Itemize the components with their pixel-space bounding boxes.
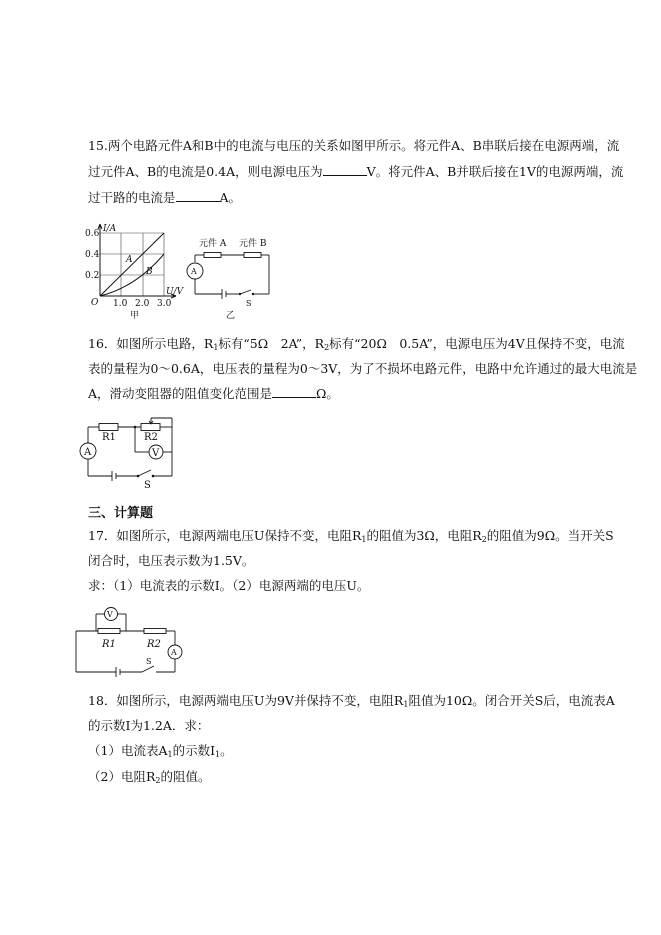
q16-text: 标有“5Ω 2A”，R — [218, 336, 325, 351]
circuit-caption: 乙 — [226, 311, 236, 321]
section-title: 三、计算题 — [88, 506, 154, 521]
q15-line-2 — [88, 164, 623, 180]
voltmeter-label: V — [107, 610, 113, 619]
q16-line-1 — [88, 336, 625, 356]
ammeter-label: A — [191, 267, 197, 276]
q16-text: Ω。 — [316, 386, 339, 401]
q16-text: 标有“20Ω 0.5A”，电源电压为4V且保持不变，电流 — [329, 336, 625, 351]
q15-line-1: 15.两个电路元件A和B中的电流与电压的关系如图甲所示。将元件A、B串联后接在电源两端，流 — [88, 138, 620, 153]
q15-text: V。将元件A、B并联后接在1V的电源两端，流 — [366, 164, 624, 179]
answer-blank[interactable] — [323, 164, 367, 176]
graph-y-tick: 0.2 — [85, 271, 100, 281]
subscript: 2 — [324, 343, 330, 352]
q15-text: 过干路的电流是 — [88, 190, 176, 205]
q16-circuit — [76, 418, 186, 490]
subscript: 2 — [481, 535, 487, 544]
switch-label: S — [144, 480, 151, 491]
graph-x-tick: 3.0 — [157, 299, 172, 309]
voltmeter-label: V — [152, 448, 160, 459]
element-b-label: 元件 B — [239, 239, 267, 249]
q15-text: 过元件A、B的电流是0.4A，则电源电压为 — [88, 164, 323, 179]
q17-text: 的阻值为9Ω。当开关S — [486, 528, 614, 543]
ammeter-label: A — [171, 648, 177, 657]
subscript: 1 — [167, 750, 173, 759]
graph-x-label: U/V — [166, 287, 184, 297]
q18-line-1 — [88, 693, 615, 713]
q15-iv-graph — [86, 222, 196, 324]
graph-y-label: I/A — [103, 224, 117, 234]
switch-label: S — [246, 299, 252, 308]
q18-line-2: 的示数I为1.2A．求： — [88, 718, 210, 733]
r2-label: R2 — [144, 432, 158, 443]
q18-text: 的阻值。 — [160, 769, 211, 784]
q18-text: 的示数I — [172, 743, 216, 758]
subscript: 1 — [403, 700, 409, 709]
q16-text: A，滑动变阻器的阻值变化范围是 — [88, 386, 273, 401]
graph-origin: O — [91, 298, 99, 308]
r1-label: R1 — [102, 432, 116, 443]
q17-line-2: 闭合时，电压表示数为1.5V。 — [88, 553, 255, 568]
graph-caption: 甲 — [130, 311, 140, 321]
q18-line-3 — [88, 743, 233, 763]
subscript: 2 — [155, 776, 161, 785]
subscript: 1 — [213, 343, 219, 352]
q15-text: A。 — [219, 190, 242, 205]
q15-line-3 — [88, 190, 241, 206]
q18-text: （1）电流表A — [88, 743, 168, 758]
answer-blank[interactable] — [176, 190, 220, 202]
q17-text: 的阻值为3Ω，电阻R — [366, 528, 482, 543]
ammeter-label: A — [84, 447, 92, 458]
q17-text: 17．如图所示，电源两端电压U保持不变，电阻R — [88, 528, 362, 543]
curve-b-label: B — [146, 267, 153, 277]
graph-x-tick: 2.0 — [135, 299, 150, 309]
q18-line-4 — [88, 769, 210, 789]
q15-series-circuit — [184, 234, 274, 324]
q18-text: （2）电阻R — [88, 769, 156, 784]
q17-line-3: 求：（1）电流表的示数I。（2）电源两端的电压U。 — [88, 578, 370, 593]
graph-x-tick: 1.0 — [113, 299, 128, 309]
q17-line-1 — [88, 528, 614, 548]
switch-label: S — [146, 657, 152, 666]
q16-text: 16．如图所示电路，R — [88, 336, 214, 351]
graph-y-tick: 0.6 — [85, 229, 100, 239]
q17-circuit — [74, 604, 194, 676]
q18-text: 阻值为10Ω。闭合开关S后，电流表A — [408, 693, 615, 708]
subscript: 1 — [361, 535, 367, 544]
q18-text: 18．如图所示，电源两端电压U为9V并保持不变，电阻R — [88, 693, 404, 708]
r1-label: R1 — [102, 639, 116, 650]
curve-a-label: A — [126, 255, 133, 265]
r2-label: R2 — [147, 639, 161, 650]
q18-text: 。 — [220, 743, 233, 758]
q16-line-2: 表的量程为0～0.6A，电压表的量程为0～3V，为了不损坏电路元件，电路中允许通过的最大电流是 — [88, 361, 638, 376]
graph-y-tick: 0.4 — [85, 250, 100, 260]
q16-line-3 — [88, 386, 339, 402]
element-a-label: 元件 A — [199, 239, 227, 249]
subscript: 1 — [215, 750, 221, 759]
answer-blank[interactable] — [272, 386, 316, 398]
